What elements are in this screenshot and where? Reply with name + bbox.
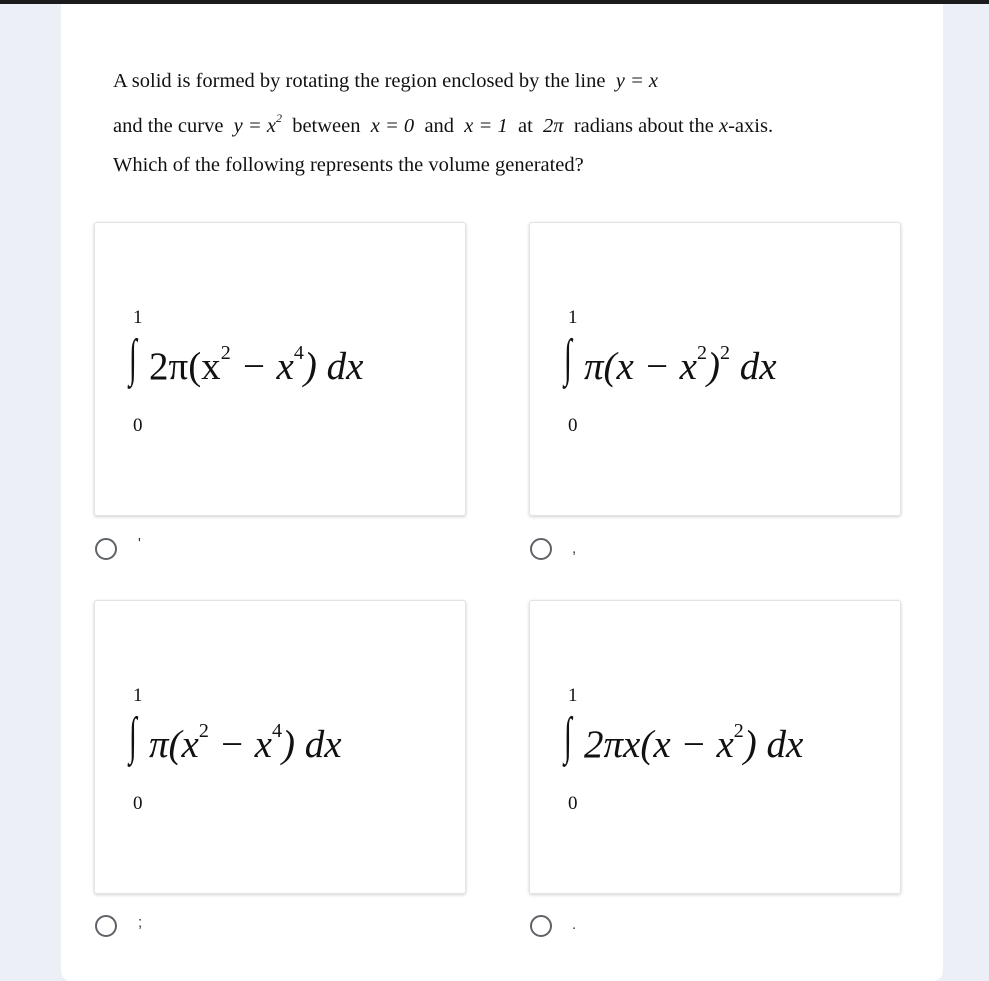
option-a-radio[interactable] (95, 538, 117, 560)
option-d-radio[interactable] (530, 915, 552, 937)
question-line-1: A solid is formed by rotating the region enclosed by the line y = x (113, 70, 659, 92)
option-c-formula: 1 ∫ 0 $\pi(x^2 - x^4)$ dx (129, 685, 342, 814)
option-d-image[interactable] (529, 600, 901, 894)
math-curve: $y = x^2$ (233, 111, 282, 137)
question-line-2: and the curve $y = x^2$ between x = 0 and x = 1 at 2π radians about the x-axis. (113, 111, 774, 137)
option-a-formula: 1 ∫ 0 $2\pi(x^2 - x^4)$ dx (129, 307, 364, 436)
math-y-equals-x: y = x (615, 70, 659, 92)
integral-sign: ∫ (129, 708, 137, 765)
question-line-3: Which of the following represents the volume generated? (113, 153, 584, 176)
question-text (113, 62, 933, 185)
option-b-radio[interactable] (530, 538, 552, 560)
integral-sign: ∫ (564, 330, 572, 387)
option-a-label: ' (138, 535, 141, 552)
option-c-radio[interactable] (95, 915, 117, 937)
option-b-image[interactable] (529, 222, 901, 516)
integral-sign: ∫ (564, 708, 572, 765)
option-b-formula: 1 ∫ 0 $\pi(x - x^2)^2$ dx (564, 307, 777, 436)
option-d-label: . (572, 916, 577, 933)
option-a-image[interactable] (94, 222, 466, 516)
integral-sign: ∫ (129, 330, 137, 387)
option-c-label: ; (138, 914, 143, 931)
option-d-formula: 1 ∫ 0 $2\pi x(x - x^2)$ dx (564, 685, 804, 814)
option-b-label: , (572, 540, 577, 557)
option-c-image[interactable] (94, 600, 466, 894)
